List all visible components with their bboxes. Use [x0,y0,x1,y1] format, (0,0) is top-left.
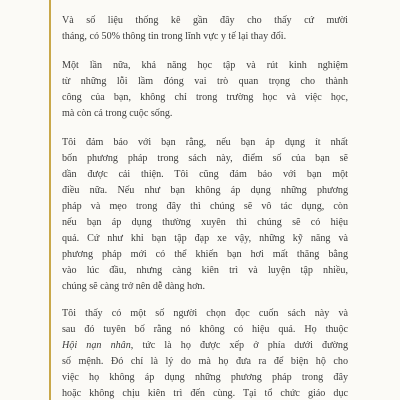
text-line: Một lần nữa, khả năng học tập và rút kinh nghiệm [62,60,348,71]
text-line: phương pháp mới có thể khiến bạn hơi mất thăng bằng [62,249,348,260]
text-line: từ những lỗi lầm đóng vai trò quan trọng cho thành [62,76,348,87]
text-fragment: , tức là họ được xếp ở phía dưới đường [130,340,348,351]
margin-accent-bar [49,0,51,400]
text-line: điều nữa. Nếu như bạn không áp dụng những phương [62,185,348,196]
text-line: việc họ không áp dụng những phương pháp trong đây [62,372,348,383]
text-line: vào lúc đầu, nhưng càng kiên trì và luyện tập nhiều, [62,265,348,276]
text-line: số mệnh. Đó chỉ là lý do mà họ đưa ra để biện hộ cho [62,356,348,367]
text-line: tháng, có 50% thông tin trong lĩnh vực y tế lại thay đổi. [62,31,287,42]
text-line: Tôi thấy có một số người chọn đọc cuốn sách này và [62,308,348,319]
text-line: dần được cải thiện. Tôi cũng đảm bảo với bạn một [62,169,348,180]
text-line: Và số liệu thống kê gần đây cho thấy cứ mười [62,15,348,26]
text-line: quả. Cứ như khi bạn tập đạp xe vậy, những kỹ năng và [62,233,348,244]
text-line: nếu bạn áp dụng thường xuyên thì chúng sẽ có hiệu [62,217,348,228]
text-line: sau đó tuyên bố rằng nó không có hiệu quả. Họ thuộc [62,324,348,335]
text-line: chúng sẽ càng trở nên dễ dàng hơn. [62,281,205,292]
text-line: công của bạn, không chỉ trong trường học và việc học, [62,92,348,103]
italic-term: Hội nạn nhân [62,340,131,351]
text-line: hoặc không chịu kiên trì đến cùng. Tại tổ chức giáo dục [62,388,348,399]
text-line-with-italic [62,339,348,353]
text-line: Tôi đảm bảo với bạn rằng, nếu bạn áp dụng ít nhất [62,137,348,148]
text-line: pháp và mẹo trong đây thì chúng sẽ vô tác dụng, còn [62,201,348,212]
text-line: bốn phương pháp trong sách này, điểm số của bạn sẽ [62,153,348,164]
text-line: mà còn cả trong cuộc sống. [62,108,173,119]
